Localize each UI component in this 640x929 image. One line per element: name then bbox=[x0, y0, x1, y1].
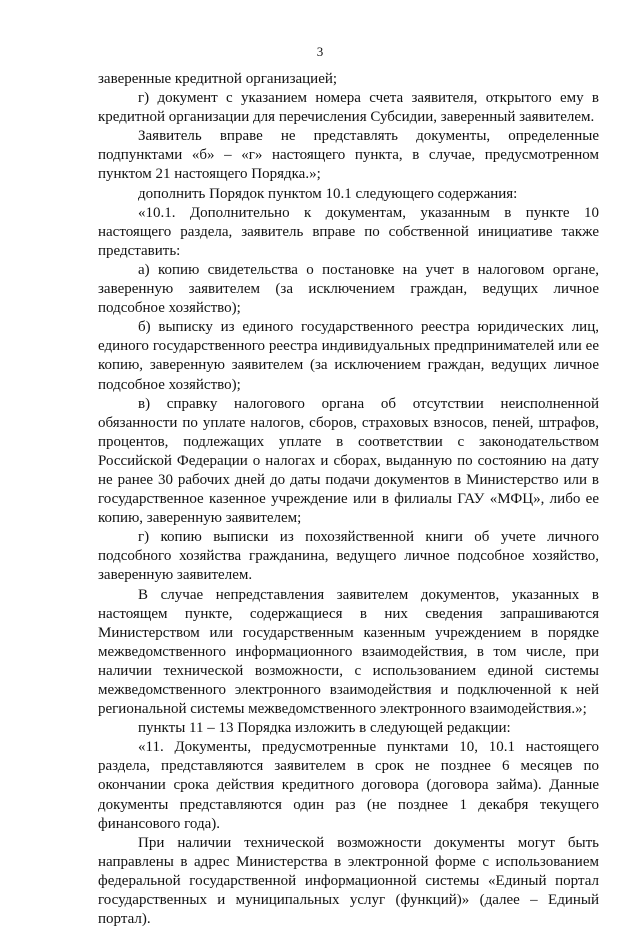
paragraph: При наличии технической возможности документы могут быть направлены в адрес Министерства в электронной форме с использованием федеральной государственной информационной системы «Единый портал государственных и муниципальных услуг (функций)» (далее – Единый портал). bbox=[98, 834, 599, 928]
paragraph: «11. Документы, предусмотренные пунктами 10, 10.1 настоящего раздела, представляются заявителем в срок не позднее 6 месяцев по окончании срока действия кредитного договора (договора займа). Данные документы представляются один раз (не позднее 1 декабря текущего финансового года). bbox=[98, 739, 599, 832]
paragraph: Заявитель вправе не представлять документы, определенные подпунктами «б» – «г» настоящего пункта, в случае, предусмотренном пунктом 21 настоящего Порядка.»; bbox=[98, 128, 599, 183]
paragraph: в) справку налогового органа об отсутствии неисполненной обязанности по уплате налогов, сборов, страховых взносов, пеней, штрафов, процентов, подлежащих уплате в соответствии с законодательством Российской Федерации о налогах и сборах, выданную по состоянию на дату не ранее 30 рабочих дней до даты подачи документов в Министерство или в государственное казенное учреждение или в филиалы ГАУ «МФЦ», либо ее копию, заверенную заявителем; bbox=[98, 395, 599, 527]
paragraph: г) копию выписки из похозяйственной книги об учете личного подсобного хозяйства гражданина, ведущего личное подсобное хозяйство, заверенную заявителем. bbox=[98, 529, 599, 584]
paragraph: г) документ с указанием номера счета заявителя, открытого ему в кредитной организации для перечисления Субсидии, заверенный заявителем. bbox=[98, 90, 599, 126]
paragraph: заверенные кредитной организацией; bbox=[98, 71, 338, 87]
paragraph: а) копию свидетельства о постановке на учет в налоговом органе, заверенную заявителем (за исключением граждан, ведущих личное подсобное хозяйство); bbox=[98, 261, 599, 317]
page-number: 3 bbox=[316, 44, 324, 59]
paragraph: пункты 11 – 13 Порядка изложить в следующей редакции: bbox=[138, 720, 511, 737]
paragraph: «10.1. Дополнительно к документам, указанным в пункте 10 настоящего раздела, заявитель вправе по собственной инициативе также представить: bbox=[98, 204, 599, 259]
paragraph: В случае непредставления заявителем документов, указанных в настоящем пункте, содержащиеся в них сведения запрашиваются Министерством или государственным казенным учреждением в порядке межведомственного информационного взаимодействия, в том числе, при наличии технической возможности, с использованием единой системы межведомственного электронного взаимодействия и подключенной к ней региональной системы межведомственного электронного взаимодействия.»; bbox=[98, 586, 599, 718]
paragraph: дополнить Порядок пунктом 10.1 следующего содержания: bbox=[138, 185, 518, 202]
document-body bbox=[98, 70, 599, 929]
paragraph: б) выписку из единого государственного реестра юридических лиц, единого государственного реестра индивидуальных предпринимателей или ее копию, заверенную заявителем (за исключением граждан, ведущих личное подсобное хозяйство); bbox=[98, 319, 599, 393]
